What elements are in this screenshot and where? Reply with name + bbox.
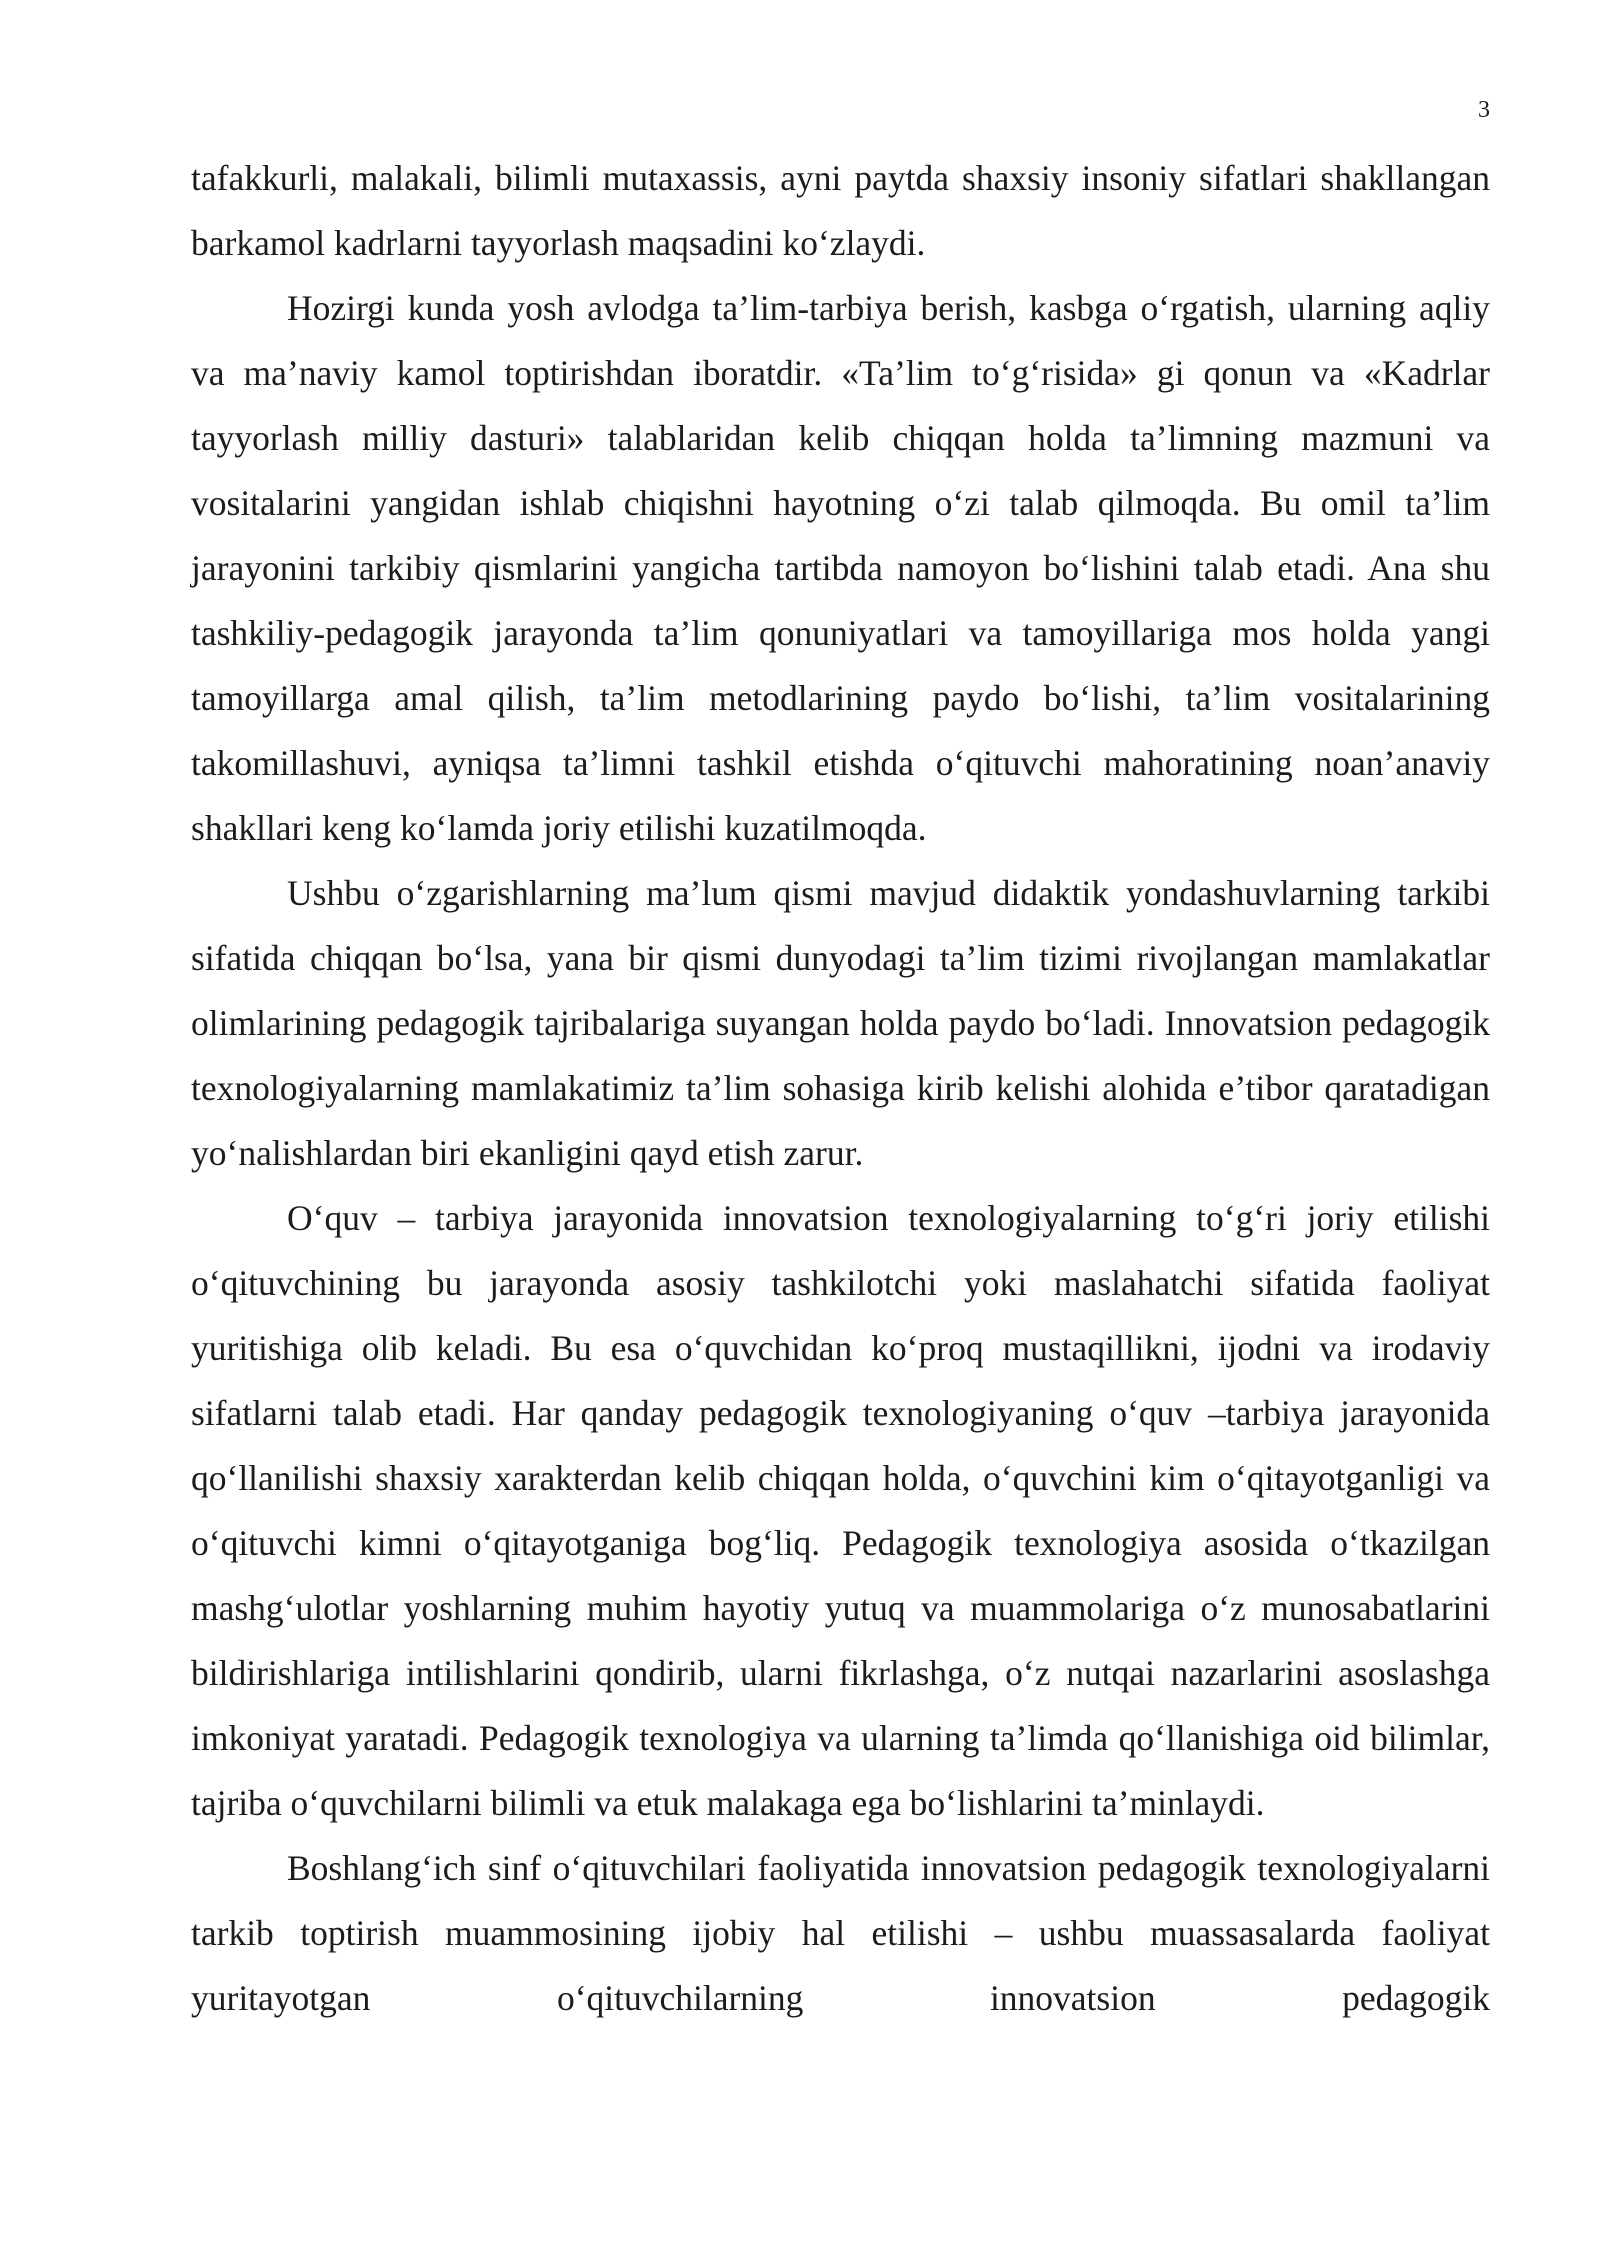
- paragraph-2: Hozirgi kunda yosh avlodga ta’lim-tarbiya berish, kasbga o‘rgatish, ularning aqliy va ma’naviy kamol toptirishdan iboratdir. «Ta’lim to‘g‘risida» gi qonun va «Kadrlar tayyorlash milliy dasturi» talablaridan kelib chiqqan holda ta’limning mazmuni va vositalarini yangidan ishlab chiqishni hayotning o‘zi talab qilmoqda. Bu omil ta’lim jarayonini tarkibiy qismlarini yangicha tartibda namoyon bo‘lishini talab etadi. Ana shu tashkiliy-pedagogik jarayonda ta’lim qonuniyatlari va tamoyillariga mos holda yangi tamoyillarga amal qilish, ta’lim metodlarining paydo bo‘lishi, ta’lim vositalarining takomillashuvi, ayniqsa ta’limni tashkil etishda o‘qituvchi mahoratining noan’anaviy shakllari keng ko‘lamda joriy etilishi kuzatilmoqda.: [191, 288, 1490, 848]
- page-number: 3: [1478, 97, 1490, 123]
- paragraph-4: O‘quv – tarbiya jarayonida innovatsion texnologiyalarning to‘g‘ri joriy etilishi o‘qituvchining bu jarayonda asosiy tashkilotchi yoki maslahatchi sifatida faoliyat yuritishiga olib keladi. Bu esa o‘quvchidan ko‘proq mustaqillikni, ijodni va irodaviy sifatlarni talab etadi. Har qanday pedagogik texnologiyaning o‘quv –tarbiya jarayonida qo‘llanilishi shaxsiy xarakterdan kelib chiqqan holda, o‘quvchini kim o‘qitayotganligi va o‘qituvchi kimni o‘qitayotganiga bog‘liq. Pedagogik texnologiya asosida o‘tkazilgan mashg‘ulotlar yoshlarning muhim hayotiy yutuq va muammolariga o‘z munosabatlarini bildirishlariga intilishlarini qondirib, ularni fikrlashga, o‘z nutqai nazarlarini asoslashga imkoniyat yaratadi. Pedagogik texnologiya va ularning ta’limda qo‘llanishiga oid bilimlar, tajriba o‘quvchilarni bilimli va etuk malakaga ega bo‘lishlarini ta’minlaydi.: [191, 1198, 1490, 1823]
- paragraph-3: Ushbu o‘zgarishlarning ma’lum qismi mavjud didaktik yondashuvlarning tarkibi sifatida chiqqan bo‘lsa, yana bir qismi dunyodagi ta’lim tizimi rivojlangan mamlakatlar olimlarining pedagogik tajribalariga suyangan holda paydo bo‘ladi. Innovatsion pedagogik texnologiyalarning mamlakatimiz ta’lim sohasiga kirib kelishi alohida e’tibor qaratadigan yo‘nalishlardan biri ekanligini qayd etish zarur.: [191, 873, 1490, 1173]
- document-body: [191, 146, 1490, 2031]
- paragraph-5: Boshlang‘ich sinf o‘qituvchilari faoliyatida innovatsion pedagogik texnologiyalarni tarkib toptirish muammosining ijobiy hal etilishi – ushbu muassasalarda faoliyat yuritayotgan o‘qituvchilarning innovatsion pedagogik: [191, 1848, 1490, 2018]
- paragraph-1: tafakkurli, malakali, bilimli mutaxassis, ayni paytda shaxsiy insoniy sifatlari shakllangan barkamol kadrlarni tayyorlash maqsadini ko‘zlaydi.: [191, 158, 1490, 263]
